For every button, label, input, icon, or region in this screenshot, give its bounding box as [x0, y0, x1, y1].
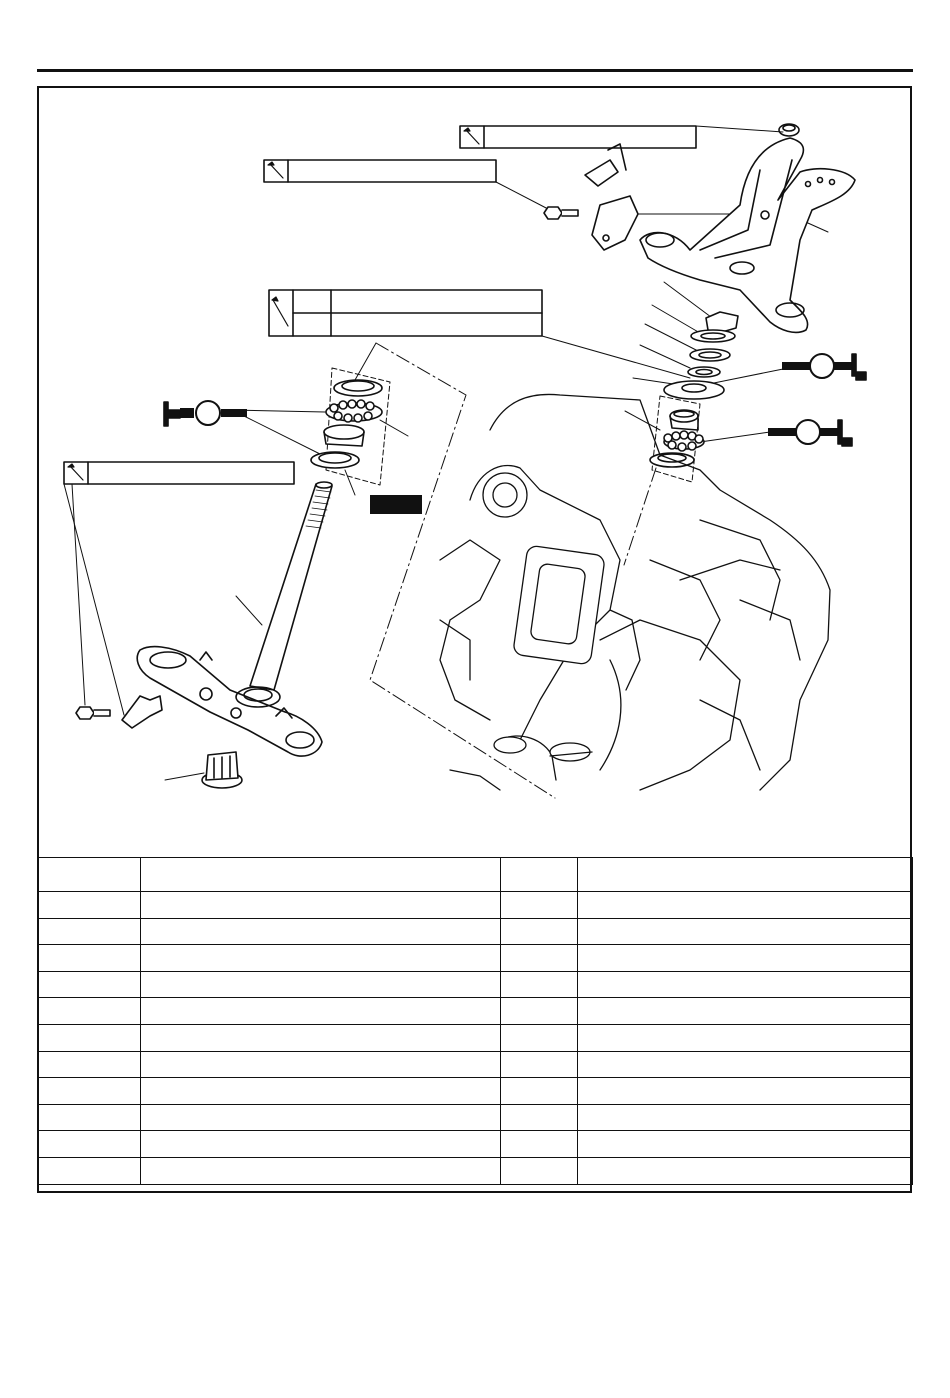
table-header-cell: [141, 858, 501, 892]
table-header-row: [38, 858, 913, 892]
table-cell: [501, 892, 578, 919]
lower-bracket: [137, 647, 322, 756]
bolt: [544, 207, 578, 219]
grease-gun-icon: [768, 420, 852, 446]
table-cell: [501, 971, 578, 998]
table-row: [38, 1078, 913, 1105]
steering-stem: [250, 482, 332, 690]
table-cell: [141, 1078, 501, 1105]
table-row: [38, 945, 913, 972]
alignment-lines: [370, 343, 656, 798]
ring-nut-stack: [650, 312, 738, 467]
table-cell: [578, 998, 913, 1025]
table-row: [38, 971, 913, 998]
table-cell: [578, 1051, 913, 1078]
table-cell: [141, 945, 501, 972]
lower-bolt-and-clip: [76, 696, 162, 728]
table-cell: [141, 971, 501, 998]
table-cell: [501, 1104, 578, 1131]
table-row: [38, 1051, 913, 1078]
table-cell: [501, 1024, 578, 1051]
table-cell: [38, 1078, 141, 1105]
table-cell: [501, 998, 578, 1025]
table-cell: [501, 1078, 578, 1105]
table-row: [38, 998, 913, 1025]
callout-box-upper: [264, 160, 496, 182]
table-row: [38, 892, 913, 919]
table-header-cell: [38, 858, 141, 892]
table-header-cell: [501, 858, 578, 892]
table-cell: [578, 892, 913, 919]
table-cell: [141, 1131, 501, 1158]
table-cell: [578, 918, 913, 945]
table-cell: [38, 1131, 141, 1158]
table-cell: [501, 1157, 578, 1184]
table-cell: [38, 998, 141, 1025]
grease-gun-icon: [782, 354, 866, 380]
table-cell: [141, 892, 501, 919]
table-cell: [578, 971, 913, 998]
table-cell: [38, 1104, 141, 1131]
table-cell: [38, 892, 141, 919]
table-cell: [501, 1051, 578, 1078]
callout-box-two-row: [269, 290, 542, 336]
callout-box-left: [64, 462, 294, 484]
table-row: [38, 1131, 913, 1158]
parts-list-table: [37, 857, 913, 1185]
table-cell: [141, 918, 501, 945]
table-row: [38, 918, 913, 945]
table-cell: [578, 945, 913, 972]
table-cell: [141, 1051, 501, 1078]
table-cell: [501, 918, 578, 945]
cable-clamp: [585, 144, 638, 250]
table-row: [38, 1024, 913, 1051]
table-header-cell: [578, 858, 913, 892]
callout-box-top-right: [460, 126, 696, 148]
table-cell: [501, 945, 578, 972]
table-cell: [578, 1104, 913, 1131]
table-cell: [578, 1157, 913, 1184]
upper-bracket: [640, 124, 855, 332]
table-cell: [141, 1157, 501, 1184]
table-cell: [578, 1131, 913, 1158]
table-cell: [578, 1024, 913, 1051]
lower-bearing-stack: [311, 380, 382, 468]
table-cell: [141, 1024, 501, 1051]
table-cell: [38, 1051, 141, 1078]
bearing-group-outlines: [326, 368, 700, 485]
table-cell: [38, 1024, 141, 1051]
frame-head-outline: [440, 394, 830, 790]
table-cell: [501, 1131, 578, 1158]
table-cell: [38, 1157, 141, 1184]
table-cell: [141, 998, 501, 1025]
table-row: [38, 1104, 913, 1131]
grease-gun-icon: [164, 401, 247, 426]
new-part-tag: [370, 495, 422, 514]
table-row: [38, 1157, 913, 1184]
stem-bushing: [202, 752, 242, 788]
table-cell: [141, 1104, 501, 1131]
table-cell: [38, 918, 141, 945]
table-cell: [38, 945, 141, 972]
table-cell: [578, 1078, 913, 1105]
table-cell: [38, 971, 141, 998]
